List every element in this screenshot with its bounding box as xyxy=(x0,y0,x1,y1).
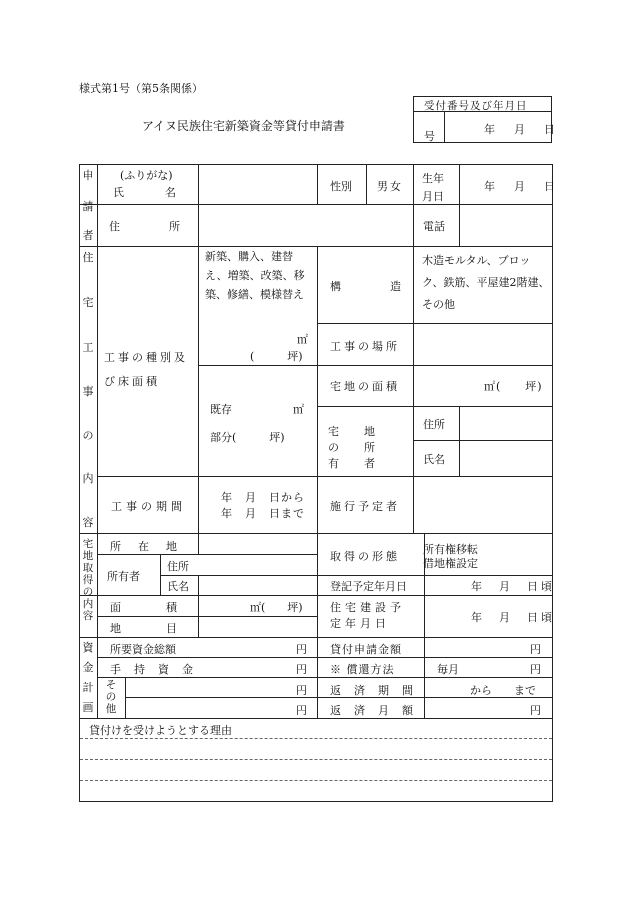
applicant-section-char-3: 者 xyxy=(82,229,94,242)
monthly-amount-yen[interactable]: 円 xyxy=(530,704,541,717)
work-tsubo: ( 坪) xyxy=(250,350,303,363)
land-owner-name-field[interactable] xyxy=(461,443,551,473)
other-funds-yen-2[interactable]: 円 xyxy=(296,704,307,717)
form-number: 様式第1号（第5条関係） xyxy=(79,82,203,95)
land-owner-address-field[interactable] xyxy=(461,408,551,438)
funds-section-char-2: 金 xyxy=(82,661,94,674)
land-area-value[interactable]: ㎡( 坪) xyxy=(484,380,543,393)
location-field[interactable] xyxy=(415,326,550,362)
existing-part-label: 部分( 坪) xyxy=(210,431,285,444)
structure-label: 構 造 xyxy=(330,280,405,293)
period-to[interactable]: 年 月 日まで xyxy=(221,507,305,520)
funds-section-char-4: 画 xyxy=(82,701,94,714)
name-label: 氏 名 xyxy=(113,186,178,199)
required-funds-yen[interactable]: 円 xyxy=(296,643,307,656)
address-label: 住 所 xyxy=(109,220,184,233)
land-location-field[interactable] xyxy=(200,535,315,553)
method-option-1[interactable]: 所有権移転 xyxy=(423,543,478,556)
period-from[interactable]: 年 月 日から xyxy=(221,491,305,504)
birth-label: 生年月日 xyxy=(422,172,444,203)
phone-label: 電話 xyxy=(423,220,445,233)
land-owner-address-label: 住所 xyxy=(423,418,445,431)
land-area-value-2[interactable]: ㎡( 坪) xyxy=(250,601,303,614)
build-date-value[interactable]: 年 月 日頃 xyxy=(471,611,555,624)
repayment-method-yen[interactable]: 円 xyxy=(530,663,541,676)
land-owner-label: 宅 地 の 所 有 者 xyxy=(328,425,400,470)
work-section-char-7: 容 xyxy=(82,516,94,529)
monthly-amount-label: 返 済 月 額 xyxy=(330,704,414,717)
land-location-label: 所 在 地 xyxy=(110,540,180,553)
birth-value[interactable]: 年 月 日 xyxy=(484,180,559,193)
receipt-date: 年 月 日 xyxy=(484,123,559,136)
form-title: アイヌ民族住宅新築資金等貸付申請書 xyxy=(142,119,345,133)
repayment-method-value[interactable]: 毎月 xyxy=(437,663,459,676)
reason-label: 貸付けを受けようとする理由 xyxy=(89,724,232,737)
funds-section-char-1: 資 xyxy=(82,641,94,654)
work-section-char-1: 住 xyxy=(82,251,94,264)
work-section-char-5: の xyxy=(82,429,94,442)
address-field[interactable] xyxy=(200,207,410,243)
existing-sqm-unit: ㎡ xyxy=(293,403,304,416)
location-label: 工事の場所 xyxy=(330,340,400,353)
land-owner-name-label: 氏名 xyxy=(423,453,445,466)
land-area-label: 宅地の面積 xyxy=(330,380,400,393)
work-type-options[interactable]: 新築、購入、建替え、増築、改築、移築、修繕、模様替え xyxy=(205,250,305,301)
method-label: 取得の形態 xyxy=(330,550,400,563)
phone-field[interactable] xyxy=(461,207,551,243)
land-owner-address: 住所 xyxy=(167,560,189,573)
funds-section-char-3: 計 xyxy=(82,681,94,694)
other-funds-yen-1[interactable]: 円 xyxy=(296,684,307,697)
gender-value[interactable]: 男女 xyxy=(377,180,403,193)
work-section-char-2: 宅 xyxy=(82,296,94,309)
work-section-char-4: 事 xyxy=(82,385,94,398)
applicant-section-char-1: 申 xyxy=(82,169,94,182)
land-category-label: 地 目 xyxy=(110,622,180,635)
land-owner-label-2: 所有者 xyxy=(107,570,140,583)
own-funds-label: 手 持 資 金 xyxy=(110,663,194,676)
existing-label: 既存 xyxy=(210,403,232,416)
method-option-2[interactable]: 借地権設定 xyxy=(423,557,478,570)
land-section-label: 宅地取得の内容 xyxy=(82,538,94,622)
build-date-label: 住宅建設予定年月日 xyxy=(330,601,405,630)
loan-amount-label: 貸付申請金額 xyxy=(330,643,402,656)
other-funds-label: その他 xyxy=(105,679,117,715)
land-owner-name: 氏名 xyxy=(167,580,189,593)
structure-options[interactable]: 木造モルタル、ブロック、鉄筋、平屋建2階建、その他 xyxy=(422,254,550,311)
repayment-method-label: ※ 償還方法 xyxy=(330,663,395,676)
work-section-char-6: 内 xyxy=(82,472,94,485)
reason-field[interactable] xyxy=(81,739,551,799)
own-funds-yen[interactable]: 円 xyxy=(296,663,307,676)
contractor-field[interactable] xyxy=(415,479,550,531)
repayment-period-label: 返 済 期 間 xyxy=(330,684,414,697)
work-sqm-unit: ㎡ xyxy=(297,333,308,346)
furigana-label: (ふりがな) xyxy=(120,169,173,182)
name-field[interactable] xyxy=(200,166,315,202)
applicant-section-char-2: 請 xyxy=(82,200,94,213)
land-area-label-2: 面 積 xyxy=(110,601,180,614)
land-category-field[interactable] xyxy=(200,618,315,635)
work-section-char-3: 工 xyxy=(82,341,94,354)
period-label: 工事の期間 xyxy=(111,500,186,513)
receipt-header: 受付番号及び年月日 xyxy=(424,100,528,112)
registration-label: 登記予定年月日 xyxy=(330,580,407,593)
repayment-period-value[interactable]: から まで xyxy=(470,684,536,697)
required-funds-label: 所要資金総額 xyxy=(110,643,176,656)
registration-value[interactable]: 年 月 日頃 xyxy=(471,580,555,593)
receipt-number-label: 号 xyxy=(424,130,435,143)
contractor-label: 施行予定者 xyxy=(330,500,400,513)
work-type-label: 工事の種別及び床面積 xyxy=(104,351,188,388)
loan-amount-yen[interactable]: 円 xyxy=(530,643,541,656)
gender-label: 性別 xyxy=(330,180,352,193)
